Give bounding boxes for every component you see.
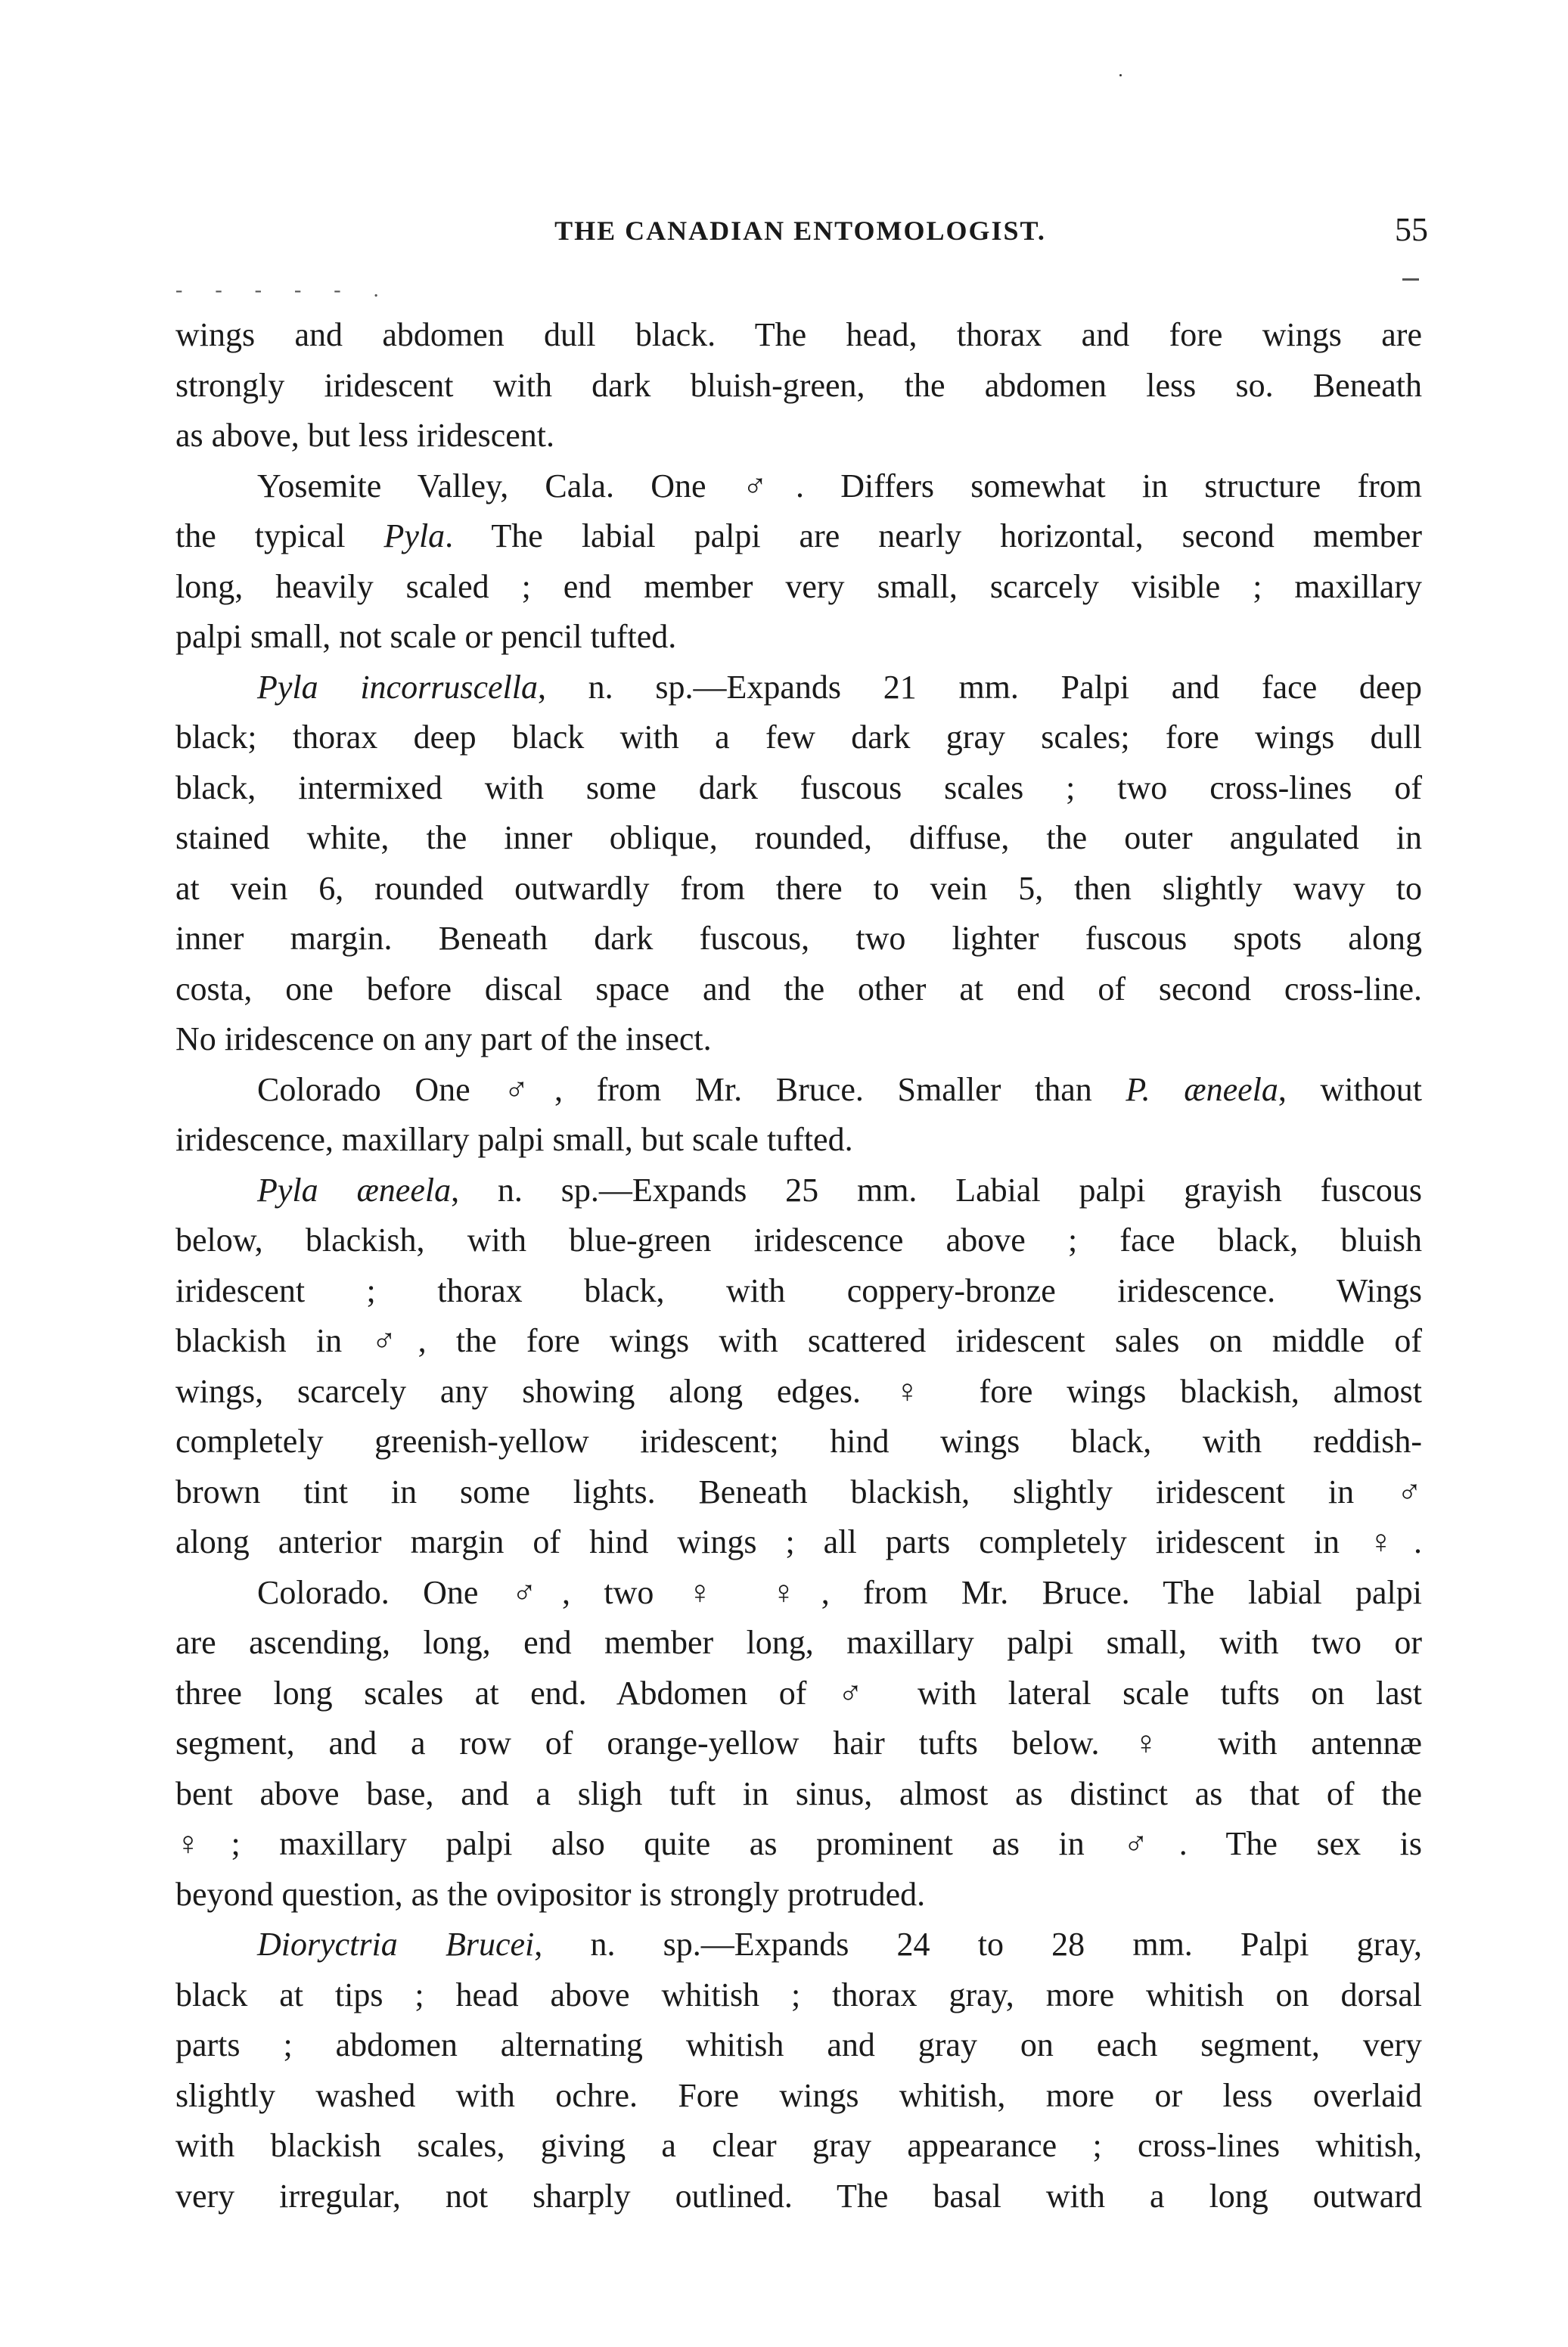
text-run: segment, and a row of orange-yellow hair tufts below. ♀ with antennæ [175, 1725, 1422, 1762]
text-line [175, 1115, 1422, 1166]
text-line [175, 1166, 1422, 1216]
italic-text: Pyla [383, 517, 446, 554]
italic-text: Pyla incorruscella [257, 668, 538, 706]
text-run: wings, scarcely any showing along edges. ♀ fore wings blackish, almost [175, 1372, 1422, 1410]
text-line [175, 1718, 1422, 1769]
text-run: are ascending, long, end member long, maxillary palpi small, with two or [175, 1624, 1422, 1661]
text-run: , n. sp.—Expands 24 to 28 mm. Palpi gray, [534, 1926, 1422, 1963]
text-line [175, 2172, 1422, 2222]
text-line [175, 1870, 1422, 1920]
text-run: strongly iridescent with dark bluish-green, the abdomen less so. Beneath [175, 366, 1422, 404]
text-run: black at tips ; head above whitish ; thorax gray, more whitish on dorsal [175, 1976, 1422, 2013]
italic-text: Pyla æneela [257, 1171, 452, 1209]
text-line [175, 562, 1422, 613]
header-rule-marks: - - - - - . [175, 278, 393, 302]
text-line [175, 361, 1422, 411]
text-run: black; thorax deep black with a few dark gray scales; fore wings dull [175, 719, 1422, 756]
text-run: costa, one before discal space and the other at end of second cross-line. [175, 970, 1422, 1007]
text-run: Yosemite Valley, Cala. One ♂. Differs somewhat in structure from [257, 467, 1422, 504]
text-run: Colorado. One ♂, two ♀ ♀, from Mr. Bruce. The labial palpi [257, 1573, 1422, 1611]
text-run: very irregular, not sharply outlined. The basal with a long outward [175, 2177, 1422, 2215]
text-line [175, 1819, 1422, 1870]
text-line [175, 1568, 1422, 1619]
text-run: completely greenish-yellow iridescent; hind wings black, with reddish- [175, 1423, 1422, 1460]
text-line [175, 1920, 1422, 1970]
text-line [175, 914, 1422, 964]
text-run: No iridescence on any part of the insect. [175, 1020, 712, 1057]
text-run: stained white, the inner oblique, rounded, diffuse, the outer angulated in [175, 819, 1422, 856]
text-line [175, 2020, 1422, 2071]
text-line [175, 663, 1422, 713]
text-run: brown tint in some lights. Beneath blackish, slightly iridescent in ♂ [175, 1473, 1422, 1510]
text-line [175, 864, 1422, 914]
text-run: , n. sp.—Expands 21 mm. Palpi and face deep [537, 668, 1422, 706]
text-line [175, 1014, 1422, 1065]
text-run: , n. sp.—Expands 25 mm. Labial palpi grayish fuscous [451, 1171, 1422, 1209]
text-run: blackish in ♂, the fore wings with scattered iridescent sales on middle of [175, 1322, 1422, 1359]
italic-text: P. æneela [1126, 1070, 1278, 1108]
text-run: parts ; abdomen alternating whitish and gray on each segment, very [175, 2026, 1422, 2063]
text-line [175, 763, 1422, 814]
text-line [175, 1769, 1422, 1820]
text-line [175, 1367, 1422, 1417]
text-run: palpi small, not scale or pencil tufted. [175, 618, 677, 655]
text-run: bent above base, and a sligh tuft in sinus, almost as distinct as that of the [175, 1774, 1422, 1812]
text-run: iridescence, maxillary palpi small, but scale tufted. [175, 1121, 853, 1158]
text-run: , without [1278, 1070, 1423, 1108]
text-line [175, 813, 1422, 864]
text-run: iridescent ; thorax black, with coppery-bronze iridescence. Wings [175, 1271, 1422, 1309]
text-run: with blackish scales, giving a clear gray appearance ; cross-lines whitish, [175, 2127, 1422, 2164]
text-run: black, intermixed with some dark fuscous scales ; two cross-lines of [175, 768, 1422, 806]
text-line [175, 511, 1422, 562]
text-line [175, 612, 1422, 663]
text-line [175, 1517, 1422, 1568]
text-line [175, 310, 1422, 361]
text-line [175, 1316, 1422, 1367]
text-run: slightly washed with ochre. Fore wings whitish, more or less overlaid [175, 2076, 1422, 2114]
text-run: three long scales at end. Abdomen of ♂ with lateral scale tufts on last [175, 1674, 1422, 1712]
text-run: long, heavily scaled ; end member very small, scarcely visible ; maxillary [175, 567, 1422, 605]
text-run: wings and abdomen dull black. The head, thorax and fore wings are [175, 316, 1422, 353]
page-header [172, 210, 1428, 256]
text-line [175, 1467, 1422, 1518]
text-line [175, 712, 1422, 763]
text-line [175, 964, 1422, 1015]
body-text [175, 310, 1422, 2221]
italic-text: Dioryctria Brucei [257, 1926, 535, 1963]
text-run: along anterior margin of hind wings ; all parts completely iridescent in ♀. [175, 1523, 1422, 1560]
text-run: below, blackish, with blue-green iridescence above ; face black, bluish [175, 1222, 1422, 1259]
text-run: at vein 6, rounded outwardly from there to vein 5, then slightly wavy to [175, 869, 1422, 907]
page-number: 55 [1395, 211, 1428, 248]
text-run: . The labial palpi are nearly horizontal, second member [445, 517, 1422, 554]
print-speck [1119, 74, 1122, 76]
text-run: inner margin. Beneath dark fuscous, two lighter fuscous spots along [175, 920, 1422, 957]
text-line [175, 411, 1422, 461]
text-run: Colorado One ♂, from Mr. Bruce. Smaller than [257, 1070, 1126, 1108]
text-line [175, 1215, 1422, 1266]
text-line [175, 1970, 1422, 2021]
text-line [175, 2121, 1422, 2172]
running-head: THE CANADIAN ENTOMOLOGIST. [554, 216, 1046, 246]
text-line [175, 1618, 1422, 1669]
text-run: ♀; maxillary palpi also quite as prominent as in ♂. The sex is [175, 1825, 1422, 1862]
text-line [175, 1417, 1422, 1467]
text-run: the typical [175, 517, 384, 554]
text-line [175, 2071, 1422, 2122]
header-rule-dash [1402, 278, 1419, 281]
text-line [175, 1065, 1422, 1116]
text-line [175, 1266, 1422, 1317]
text-line [175, 461, 1422, 512]
text-run: as above, but less iridescent. [175, 417, 554, 454]
text-run: beyond question, as the ovipositor is strongly protruded. [175, 1875, 926, 1913]
text-line [175, 1669, 1422, 1719]
